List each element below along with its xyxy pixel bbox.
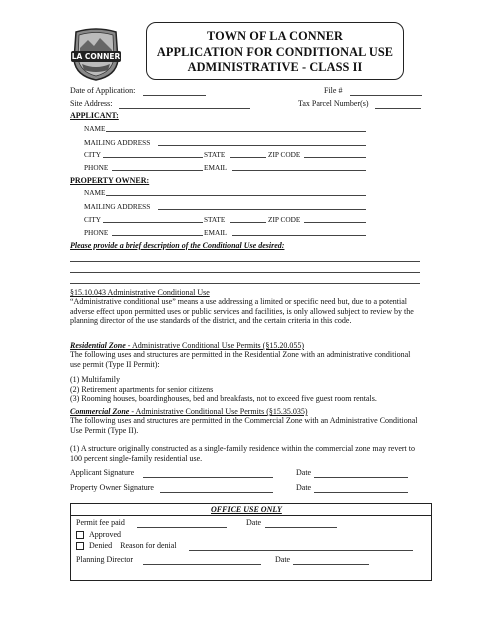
owner-name-label: NAME	[84, 188, 106, 197]
file-number-label: File #	[324, 86, 343, 95]
residential-heading-rest: - Administrative Conditional Use Permits (§15.20.055)	[125, 341, 304, 350]
logo-text: LA CONNER	[71, 52, 121, 61]
applicant-city-field[interactable]	[103, 157, 203, 158]
file-number-field[interactable]	[350, 95, 422, 96]
director-date-field[interactable]	[293, 564, 369, 565]
approved-option[interactable]	[76, 530, 121, 539]
applicant-name-label: NAME	[84, 124, 106, 133]
commercial-heading-rest: - Administrative Conditional Use Permits (§15.35.035)	[129, 407, 308, 416]
applicant-email-field[interactable]	[232, 170, 366, 171]
applicant-mailing-field[interactable]	[158, 145, 366, 146]
owner-city-field[interactable]	[103, 222, 203, 223]
owner-email-label: EMAIL	[204, 228, 228, 237]
owner-zip-field[interactable]	[304, 222, 366, 223]
owner-signature-field[interactable]	[160, 492, 273, 493]
approved-checkbox[interactable]	[76, 531, 84, 539]
owner-name-field[interactable]	[106, 195, 366, 196]
denied-option[interactable]	[76, 541, 177, 550]
applicant-heading: APPLICANT:	[70, 111, 119, 120]
title-box	[146, 22, 404, 80]
applicant-phone-field[interactable]	[112, 170, 203, 171]
applicant-zip-field[interactable]	[304, 157, 366, 158]
title-line-2: APPLICATION FOR CONDITIONAL USE	[156, 44, 394, 59]
owner-phone-label: PHONE	[84, 228, 109, 237]
applicant-state-label: STATE	[204, 150, 226, 159]
commercial-item: (1) A structure originally constructed as a single-family residence within the commercial zone may revert to 100 percent single-family residential use.	[70, 444, 415, 463]
applicant-date-label: Date	[296, 468, 312, 477]
residential-heading-italic: Residential Zone	[70, 341, 126, 350]
residential-item: (3) Rooming houses, boardinghouses, bed and breakfasts, not to exceed five guest room rentals.	[70, 394, 377, 403]
residential-intro: The following uses and structures are permitted in the Residential Zone with an administrative conditional use permit (Type II Permit):	[70, 350, 411, 369]
denied-label: Denied	[89, 541, 113, 550]
office-use-heading: OFFICE USE ONLY	[211, 505, 282, 514]
residential-item: (2) Retirement apartments for senior citizens	[70, 385, 214, 394]
applicant-signature-label: Applicant Signature	[70, 468, 135, 477]
owner-zip-label: ZIP CODE	[268, 215, 301, 224]
commercial-intro: The following uses and structures are permitted in the Commercial Zone with an Administrative Conditional Use Permit (Type II).	[70, 416, 418, 435]
description-line[interactable]	[70, 283, 420, 284]
code-section-body: “Administrative conditional use” means a use addressing a limited or specific need but, due to a potential adverse effect upon permitted uses or public services and facilities, is only allowed subject to review by the planning director of the use standards of the district, and the certain criteria in this code.	[70, 297, 414, 326]
owner-city-label: CITY	[84, 215, 102, 224]
description-prompt: Please provide a brief description of the Conditional Use desired:	[70, 241, 285, 250]
owner-phone-field[interactable]	[112, 235, 203, 236]
residential-item: (1) Multifamily	[70, 375, 120, 384]
approved-label: Approved	[89, 530, 121, 539]
permit-fee-field[interactable]	[137, 527, 227, 528]
date-of-application-field[interactable]	[143, 95, 206, 96]
applicant-date-field[interactable]	[314, 477, 408, 478]
commercial-heading	[70, 407, 308, 416]
town-logo	[68, 26, 124, 82]
owner-email-field[interactable]	[232, 235, 366, 236]
owner-mailing-field[interactable]	[158, 209, 366, 210]
site-address-field[interactable]	[119, 108, 250, 109]
description-line[interactable]	[70, 261, 420, 262]
title-line-1: TOWN OF LA CONNER	[207, 29, 343, 43]
commercial-heading-italic: Commercial Zone	[70, 407, 130, 416]
planning-director-label: Planning Director	[76, 555, 134, 564]
tax-parcel-label: Tax Parcel Number(s)	[298, 99, 369, 108]
owner-date-field[interactable]	[314, 492, 408, 493]
applicant-city-label: CITY	[84, 150, 102, 159]
applicant-phone-label: PHONE	[84, 163, 109, 172]
denied-checkbox[interactable]	[76, 542, 84, 550]
title-line-3: ADMINISTRATIVE - CLASS II	[187, 60, 363, 74]
director-date-label: Date	[275, 555, 291, 564]
owner-state-field[interactable]	[230, 222, 266, 223]
applicant-zip-label: ZIP CODE	[268, 150, 301, 159]
office-date-field[interactable]	[265, 527, 337, 528]
office-divider	[71, 515, 431, 516]
permit-fee-label: Permit fee paid	[76, 518, 125, 527]
owner-mailing-label: MAILING ADDRESS	[84, 202, 151, 211]
tax-parcel-field[interactable]	[375, 108, 421, 109]
owner-state-label: STATE	[204, 215, 226, 224]
date-of-application-label: Date of Application:	[70, 86, 136, 95]
office-date-label: Date	[246, 518, 262, 527]
reason-field[interactable]	[189, 550, 413, 551]
code-section-heading: §15.10.043 Administrative Conditional Use	[70, 288, 210, 297]
applicant-email-label: EMAIL	[204, 163, 228, 172]
applicant-mailing-label: MAILING ADDRESS	[84, 138, 151, 147]
office-use-box	[70, 503, 432, 581]
reason-label: Reason for denial	[120, 541, 177, 550]
applicant-name-field[interactable]	[106, 131, 366, 132]
property-owner-heading: PROPERTY OWNER:	[70, 176, 150, 185]
description-line[interactable]	[70, 272, 420, 273]
owner-signature-label: Property Owner Signature	[70, 483, 154, 492]
site-address-label: Site Address:	[70, 99, 113, 108]
applicant-signature-field[interactable]	[143, 477, 273, 478]
applicant-state-field[interactable]	[230, 157, 266, 158]
owner-date-label: Date	[296, 483, 312, 492]
residential-heading	[70, 341, 304, 350]
planning-director-field[interactable]	[143, 564, 261, 565]
